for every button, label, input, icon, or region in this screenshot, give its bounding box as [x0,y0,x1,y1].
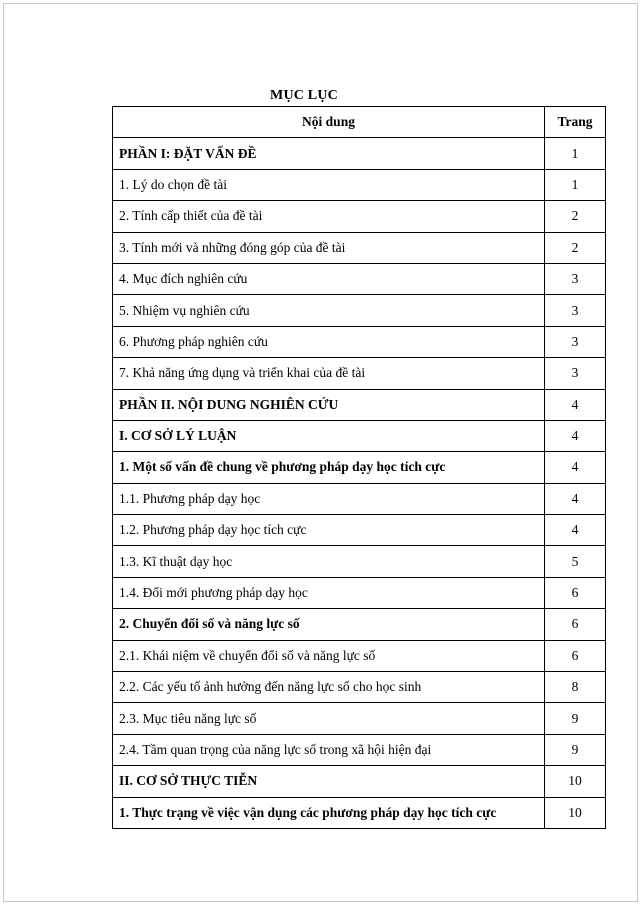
toc-entry-text: 2.2. Các yếu tố ảnh hưởng đến năng lực số cho học sinh [113,672,545,703]
toc-entry-page: 2 [545,201,606,232]
toc-entry-page: 5 [545,546,606,577]
toc-entry-text: 1.2. Phương pháp dạy học tích cực [113,515,545,546]
toc-entry-text: 2.4. Tầm quan trọng của năng lực số trong xã hội hiện đại [113,734,545,765]
toc-entry-text: II. CƠ SỞ THỰC TIỄN [113,766,545,797]
toc-entry-page: 3 [545,326,606,357]
toc-row [113,232,606,263]
toc-entry-page: 8 [545,672,606,703]
page-column-header: Trang [545,107,606,138]
toc-row [113,483,606,514]
document-page [3,3,638,902]
toc-entry-text: 1. Một số vấn đề chung về phương pháp dạy học tích cực [113,452,545,483]
toc-entry-page: 3 [545,263,606,294]
toc-entry-page: 2 [545,232,606,263]
toc-entry-text: 2.1. Khái niệm về chuyển đổi số và năng lực số [113,640,545,671]
toc-row [113,797,606,828]
toc-row [113,672,606,703]
toc-entry-text: 1.3. Kĩ thuật dạy học [113,546,545,577]
toc-title: MỤC LỤC [270,88,338,103]
toc-row [113,201,606,232]
toc-entry-page: 1 [545,169,606,200]
toc-row [113,389,606,420]
toc-row [113,640,606,671]
toc-entry-text: PHẦN II. NỘI DUNG NGHIÊN CỨU [113,389,545,420]
toc-entry-page: 4 [545,389,606,420]
toc-row [113,515,606,546]
toc-row [113,295,606,326]
toc-entry-page: 3 [545,295,606,326]
toc-entry-page: 6 [545,640,606,671]
toc-entry-text: I. CƠ SỞ LÝ LUẬN [113,420,545,451]
toc-row [113,452,606,483]
toc-entry-text: 2. Chuyển đổi số và năng lực số [113,609,545,640]
toc-entry-page: 4 [545,515,606,546]
toc-row [113,138,606,169]
toc-entry-page: 4 [545,420,606,451]
toc-header-row [113,107,606,138]
toc-entry-page: 9 [545,703,606,734]
content-column-header: Nội dung [113,107,545,138]
toc-row [113,577,606,608]
toc-entry-text: 2. Tính cấp thiết của đề tài [113,201,545,232]
toc-entry-text: 5. Nhiệm vụ nghiên cứu [113,295,545,326]
toc-entry-page: 4 [545,483,606,514]
toc-row [113,326,606,357]
toc-row [113,420,606,451]
toc-entry-page: 10 [545,797,606,828]
toc-entry-page: 3 [545,358,606,389]
toc-row [113,609,606,640]
toc-entry-page: 6 [545,609,606,640]
toc-row [113,734,606,765]
toc-entry-text: 1. Thực trạng về việc vận dụng các phương pháp dạy học tích cực [113,797,545,828]
toc-row [113,358,606,389]
toc-entry-text: 3. Tính mới và những đóng góp của đề tài [113,232,545,263]
toc-entry-text: 1.1. Phương pháp dạy học [113,483,545,514]
toc-entry-page: 6 [545,577,606,608]
toc-row [113,703,606,734]
toc-entry-text: 6. Phương pháp nghiên cứu [113,326,545,357]
toc-entry-text: 7. Khả năng ứng dụng và triển khai của đề tài [113,358,545,389]
toc-body [113,138,606,829]
toc-row [113,766,606,797]
toc-row [113,263,606,294]
toc-row [113,546,606,577]
toc-entry-text: 4. Mục đích nghiên cứu [113,263,545,294]
toc-table [112,106,606,829]
toc-entry-page: 1 [545,138,606,169]
toc-row [113,169,606,200]
toc-entry-page: 9 [545,734,606,765]
toc-entry-page: 4 [545,452,606,483]
toc-entry-text: PHẦN I: ĐẶT VẤN ĐỀ [113,138,545,169]
toc-entry-text: 1. Lý do chọn đề tài [113,169,545,200]
toc-entry-text: 2.3. Mục tiêu năng lực số [113,703,545,734]
toc-entry-text: 1.4. Đổi mới phương pháp dạy học [113,577,545,608]
toc-entry-page: 10 [545,766,606,797]
